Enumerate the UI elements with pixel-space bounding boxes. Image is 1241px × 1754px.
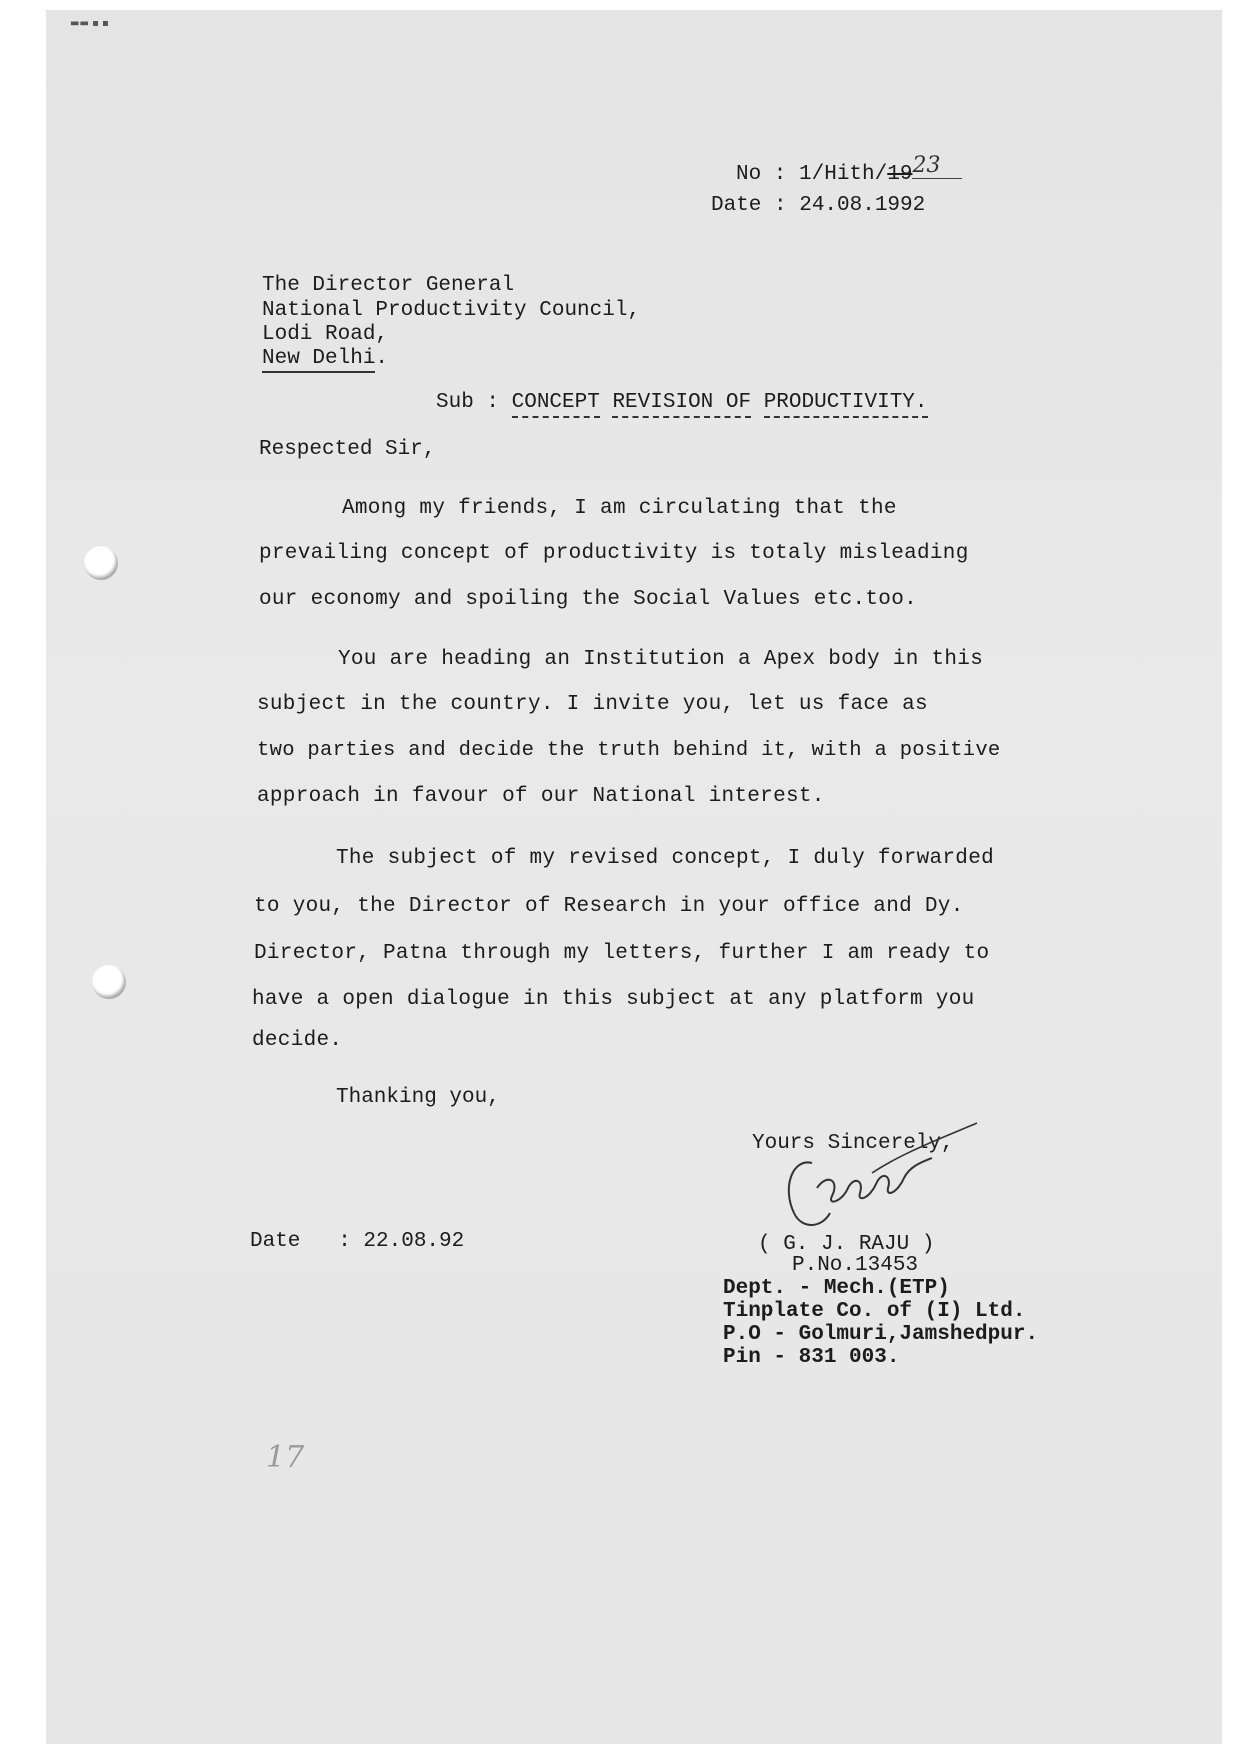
reference-number-handwritten: 23 [912, 153, 962, 179]
subject-part-1: CONCEPT [512, 391, 600, 418]
thanking-line: Thanking you, [336, 1086, 500, 1109]
paragraph-2-line-3: two parties and decide the truth behind it, with a positive [257, 739, 1001, 762]
paragraph-3-line-2: to you, the Director of Research in your office and Dy. [254, 895, 964, 918]
paragraph-1-line-1: Among my friends, I am circulating that the [342, 497, 897, 520]
sender-pno: P.No.13453 [792, 1254, 919, 1277]
sign-off: Yours Sincerely, [752, 1132, 954, 1155]
subject-line [436, 391, 928, 414]
paragraph-2-line-2: subject in the country. I invite you, let us face as [257, 693, 928, 716]
addressee-city: New Delhi [262, 347, 375, 373]
paragraph-3-line-3: Director, Patna through my letters, further I am ready to [254, 942, 990, 965]
paragraph-3-line-1: The subject of my revised concept, I duly forwarded [336, 847, 995, 870]
reference-date: Date : 24.08.1992 [711, 194, 926, 217]
sender-dept: Dept. - Mech.(ETP) [723, 1277, 950, 1300]
subject-part-2: REVISION OF [612, 391, 751, 418]
paragraph-1-line-2: prevailing concept of productivity is totaly misleading [259, 542, 969, 565]
reference-number [736, 153, 962, 186]
sender-name: ( G. J. RAJU ) [758, 1233, 935, 1256]
addressee-city-suffix: . [375, 347, 389, 370]
paragraph-2-line-1: You are heading an Institution a Apex body in this [338, 648, 984, 671]
paragraph-1-line-3: our economy and spoiling the Social Values etc.too. [259, 588, 918, 611]
subject-part-3: PRODUCTIVITY. [764, 391, 928, 418]
sender-pin: Pin - 831 003. [723, 1346, 900, 1369]
salutation: Respected Sir, [259, 438, 436, 461]
letter-page [46, 10, 1222, 1744]
addressee-line-1: The Director General [262, 274, 515, 297]
signature [772, 1118, 992, 1238]
punch-hole-upper [84, 546, 118, 580]
footer-date: Date : 22.08.92 [250, 1230, 465, 1253]
subject-label: Sub : [436, 391, 500, 414]
sender-company: Tinplate Co. of (I) Ltd. [723, 1300, 1026, 1323]
reference-number-label: No : 1/Hith/ [736, 163, 888, 186]
page-number-handwritten: 17 [266, 1440, 305, 1475]
addressee-line-4 [262, 347, 388, 370]
paragraph-3-line-5: decide. [252, 1029, 343, 1052]
sender-po: P.O - Golmuri,Jamshedpur. [723, 1323, 1039, 1346]
addressee-line-3: Lodi Road, [262, 323, 389, 346]
punch-hole-lower [92, 965, 126, 999]
paragraph-3-line-4: have a open dialogue in this subject at any platform you [252, 988, 975, 1011]
scan-artifact: ▬▬ ▪ ▪ [70, 18, 109, 29]
addressee-line-2: National Productivity Council, [262, 299, 641, 322]
paragraph-2-line-4: approach in favour of our National interest. [257, 785, 825, 808]
reference-number-struck: 19 [887, 163, 913, 186]
